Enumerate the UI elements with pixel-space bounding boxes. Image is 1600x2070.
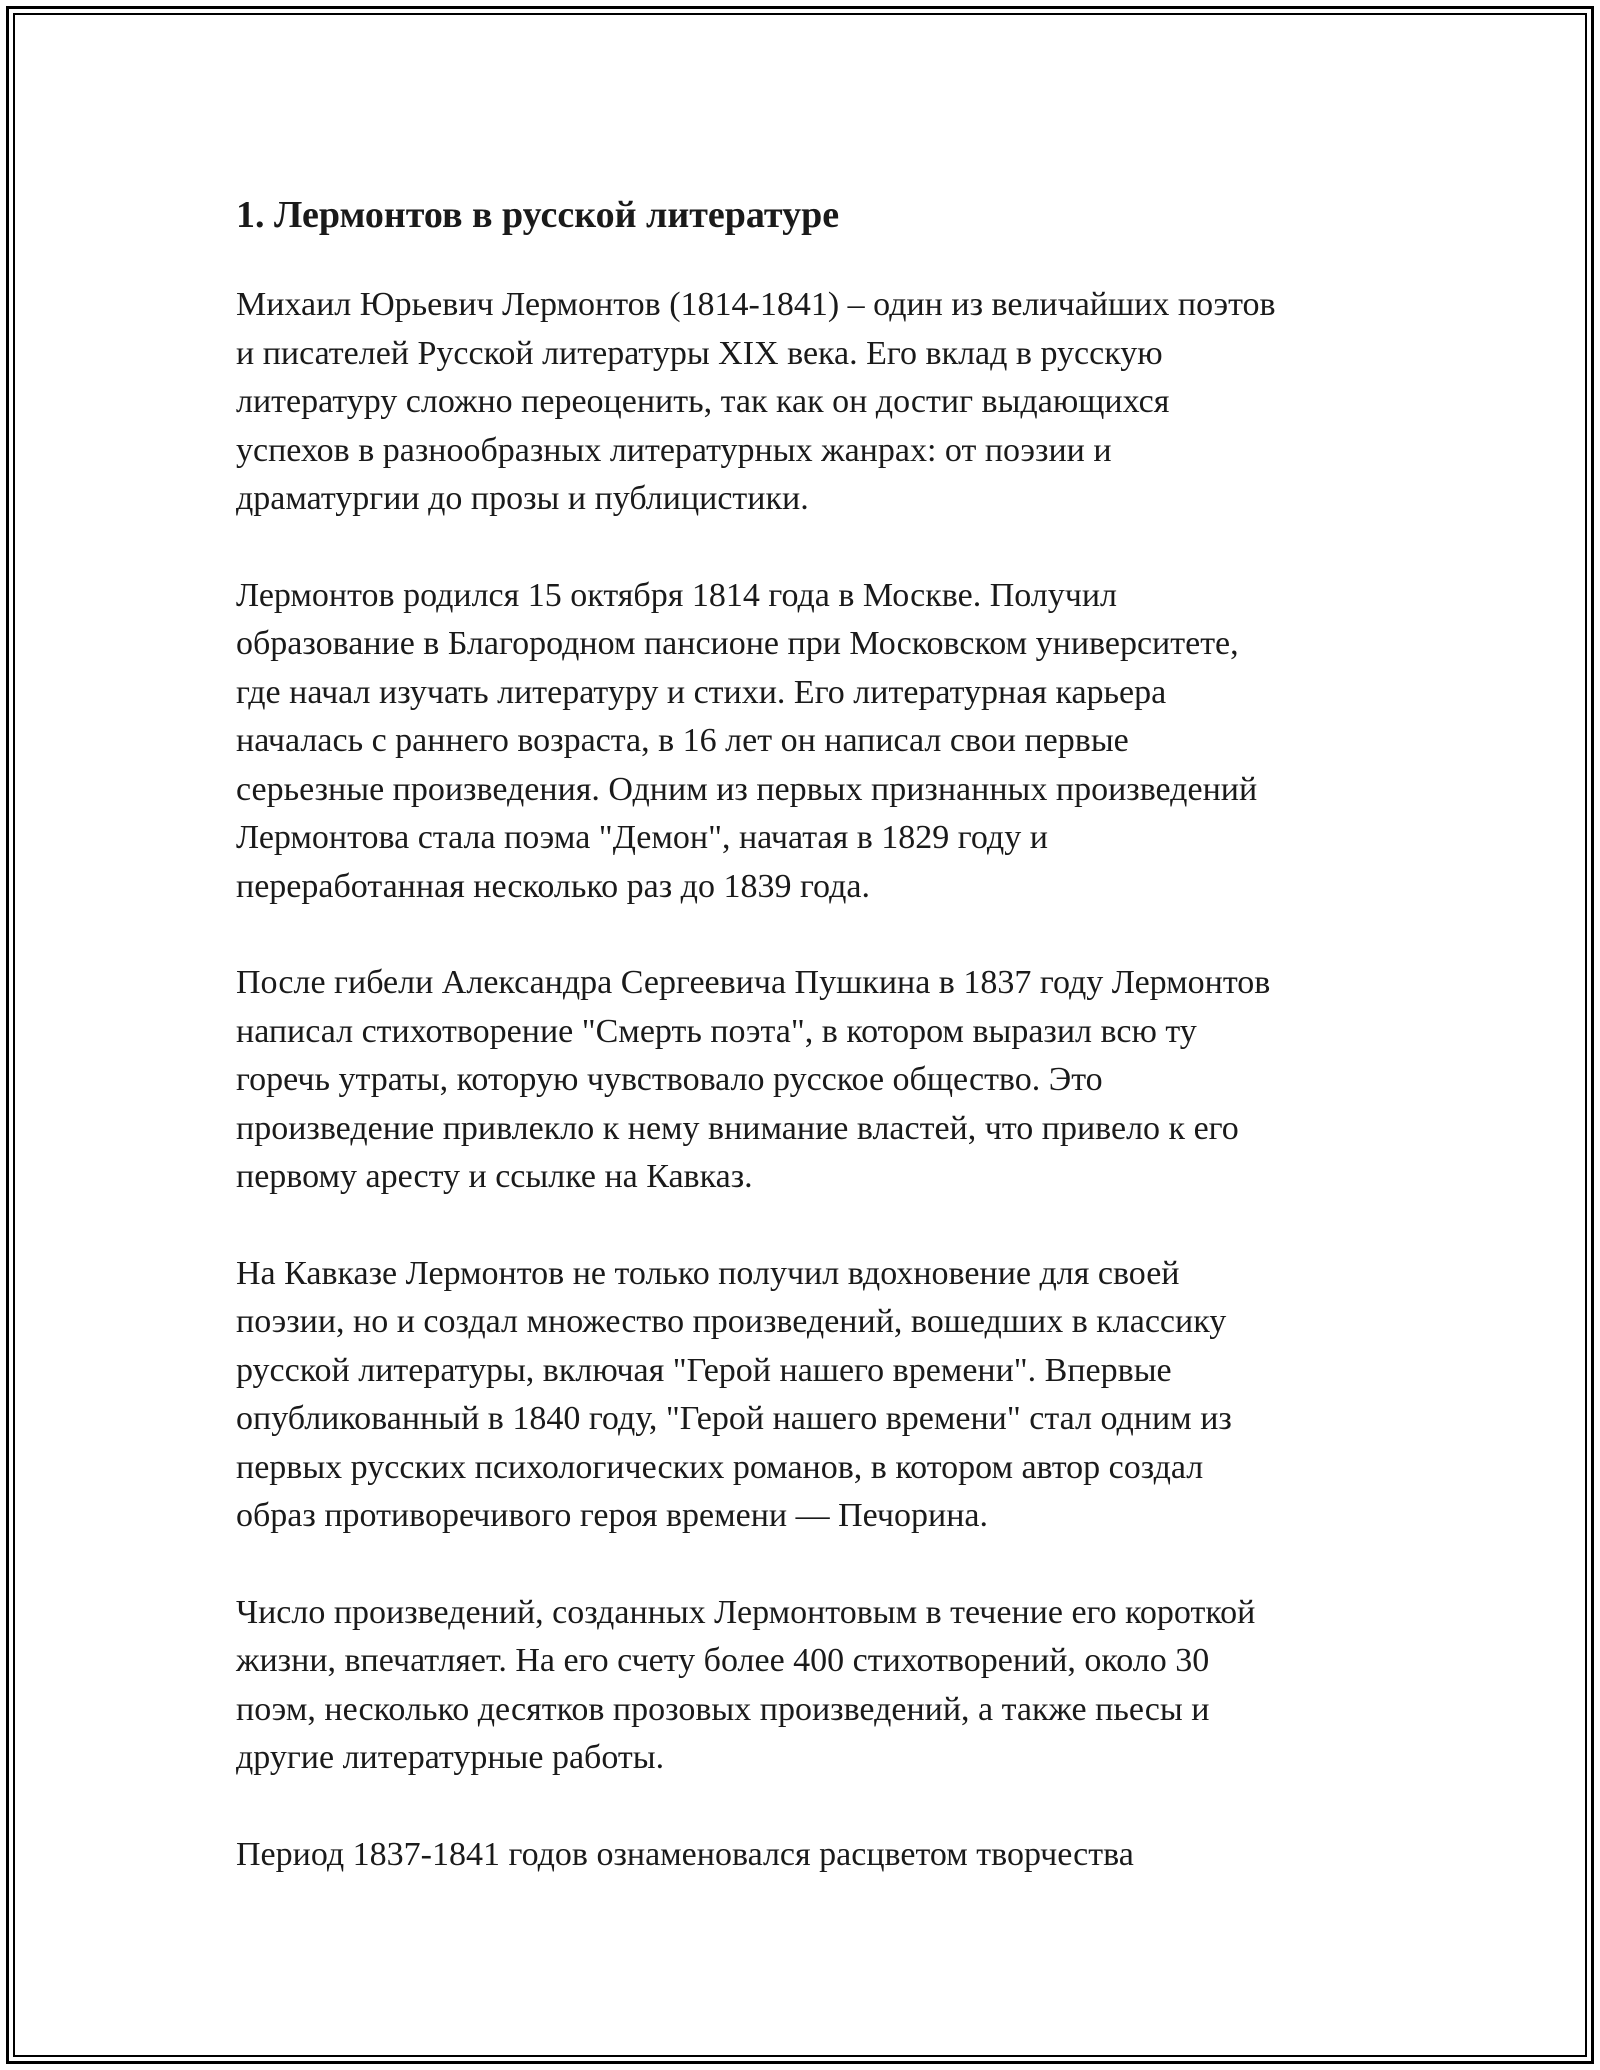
text-line: произведение привлекло к нему внимание властей, что привело к его (236, 1109, 1239, 1147)
text-line: опубликованный в 1840 году, "Герой нашего времени" стал одним из (236, 1400, 1232, 1437)
section-title: 1. Лермонтов в русской литературе (236, 194, 840, 236)
text-line: и писателей Русской литературы XIX века. Его вклад в русскую (236, 334, 1163, 372)
text-line: После гибели Александра Сергеевича Пушкина в 1837 году Лермонтов (236, 964, 1271, 1001)
text-line: Михаил Юрьевич Лермонтов (1814-1841) – один из величайших поэтов (236, 286, 1276, 323)
text-line: Период 1837-1841 годов ознаменовался расцветом творчества (236, 1835, 1134, 1873)
text-line: жизни, впечатляет. На его счету более 400 стихотворений, около 30 (236, 1642, 1210, 1679)
text-line: успехов в разнообразных литературных жанрах: от поэзии и (236, 431, 1112, 469)
paragraph-period (236, 1831, 1376, 1880)
text-line: поэм, несколько десятков прозовых произведений, а также пьесы и (236, 1690, 1210, 1728)
text-line: другие литературные работы. (236, 1739, 665, 1776)
paragraph-caucasus (236, 1250, 1376, 1541)
text-line: Лермонтова стала поэма "Демон", начатая в 1829 году и (236, 819, 1048, 856)
text-line: образ противоречивого героя времени — Печорина. (236, 1497, 989, 1534)
text-line: серьезные произведения. Одним из первых признанных произведений (236, 770, 1258, 808)
text-line: русской литературы, включая "Герой нашего времени". Впервые (236, 1351, 1172, 1389)
document-body (236, 183, 1376, 1879)
paragraph-death-of-poet (236, 959, 1376, 1202)
text-line: драматургии до прозы и публицистики. (236, 480, 809, 517)
text-line: литературу сложно переоценить, так как он достиг выдающихся (236, 383, 1170, 420)
text-line: переработанная несколько раз до 1839 года. (236, 867, 870, 905)
paragraph-works-count (236, 1589, 1376, 1783)
text-line: Лермонтов родился 15 октября 1814 года в Москве. Получил (236, 576, 1118, 614)
text-line: поэзии, но и создал множество произведений, вошедших в классику (236, 1303, 1227, 1340)
text-line: На Кавказе Лермонтов не только получил вдохновение для своей (236, 1254, 1180, 1292)
text-line: где начал изучать литературу и стихи. Его литературная карьера (236, 673, 1167, 711)
text-line: первому аресту и ссылке на Кавказ. (236, 1158, 753, 1195)
text-line: Число произведений, созданных Лермонтовым в течение его короткой (236, 1593, 1256, 1631)
paragraph-early-life (236, 572, 1376, 912)
text-line: написал стихотворение "Смерть поэта", в котором выразил всю ту (236, 1012, 1197, 1050)
text-line: горечь утраты, которую чувствовало русское общество. Это (236, 1061, 1103, 1098)
text-line: первых русских психологических романов, в котором автор создал (236, 1448, 1204, 1486)
text-line: образование в Благородном пансионе при Московском университете, (236, 625, 1239, 662)
paragraph-intro (236, 281, 1376, 524)
text-line: началась с раннего возраста, в 16 лет он написал свои первые (236, 722, 1129, 759)
